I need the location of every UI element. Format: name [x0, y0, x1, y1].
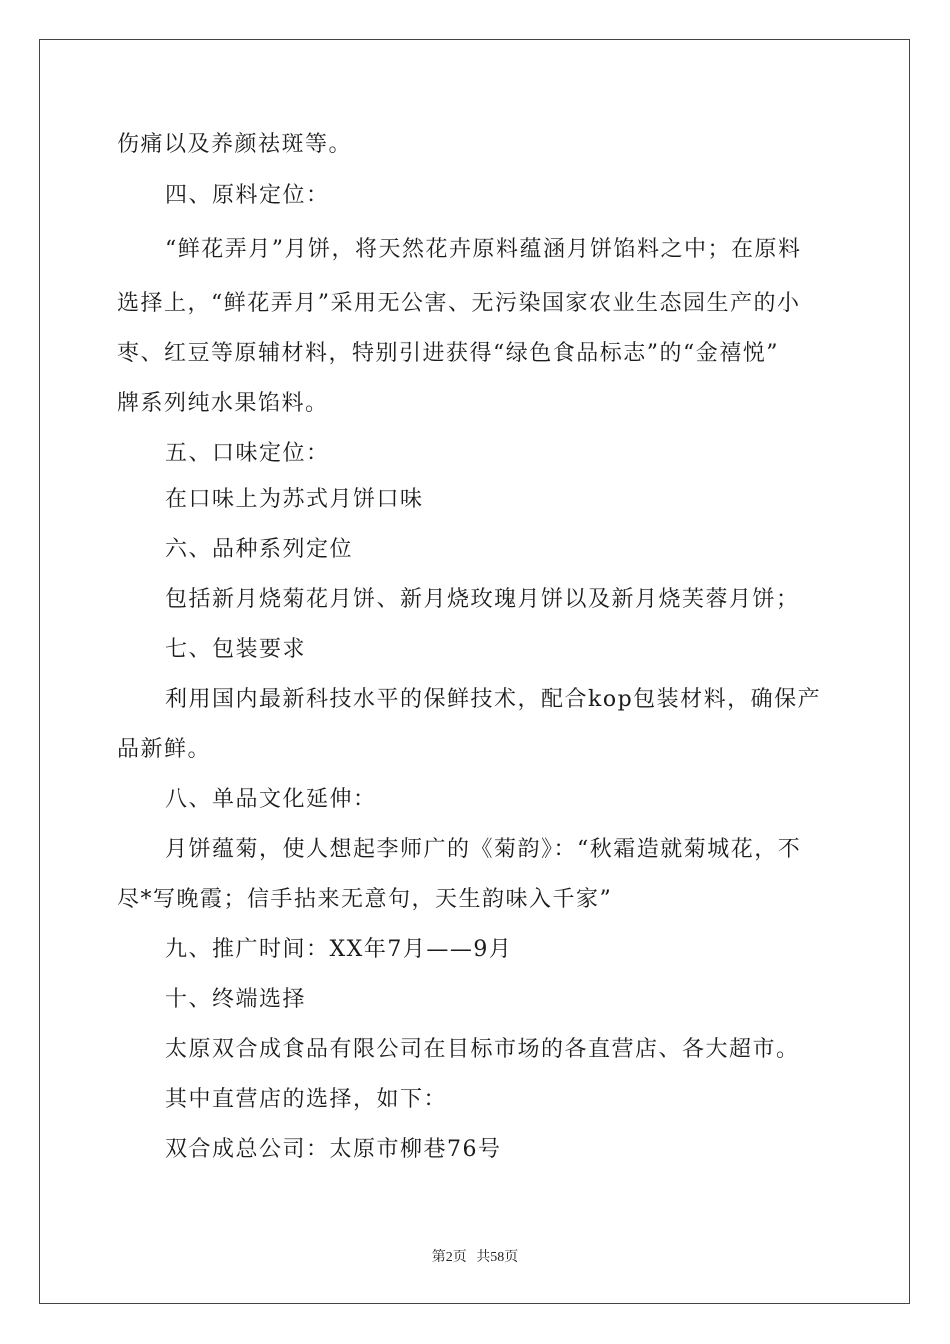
text-line: 在口味上为苏式月饼口味	[165, 487, 424, 512]
text-line: 尽*写晚霞；信手拈来无意句，天生韵味入千家”	[117, 887, 613, 912]
page-footer	[0, 1246, 950, 1266]
text-line: 牌系列纯水果馅料。	[117, 391, 329, 416]
text-line: “鲜花弄月”月饼，将天然花卉原料蕴涵月饼馅料之中；在原料	[165, 237, 802, 262]
section-heading: 七、包装要求	[165, 637, 307, 662]
section-heading: 四、原料定位：	[165, 183, 330, 208]
text-line: 其中直营店的选择，如下：	[165, 1087, 448, 1112]
text-line: 品新鲜。	[117, 737, 212, 762]
text-line: 月饼蕴菊，使人想起李师广的《菊韵》：“秋霜造就菊城花，不	[165, 837, 802, 862]
text-line: 伤痛以及养颜祛斑等。	[117, 132, 353, 157]
page-total: 共58页	[476, 1250, 519, 1265]
section-heading: 十、终端选择	[165, 987, 307, 1012]
text-line: 太原双合成食品有限公司在目标市场的各直营店、各大超市。	[165, 1037, 800, 1062]
section-heading: 九、推广时间：XX年7月——9月	[165, 937, 513, 962]
text-line: 枣、红豆等原辅材料，特别引进获得“绿色食品标志”的“金禧悦”	[117, 341, 779, 366]
page-number: 第2页	[431, 1250, 467, 1265]
section-heading: 八、单品文化延伸：	[165, 787, 377, 812]
text-line: 包括新月烧菊花月饼、新月烧玫瑰月饼以及新月烧芙蓉月饼；	[165, 587, 800, 612]
text-line: 双合成总公司：太原市柳巷76号	[165, 1137, 502, 1162]
section-heading: 五、口味定位：	[165, 441, 330, 466]
text-line: 选择上，“鲜花弄月”采用无公害、无污染国家农业生态园生产的小	[117, 291, 801, 316]
section-heading: 六、品种系列定位	[165, 537, 354, 562]
text-line: 利用国内最新科技水平的保鲜技术，配合kop包装材料，确保产	[165, 687, 822, 712]
